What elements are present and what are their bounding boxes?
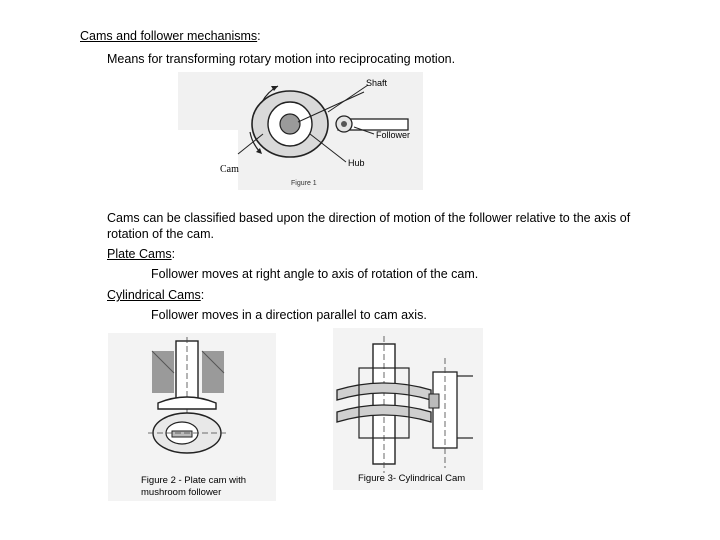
figure-2	[108, 333, 276, 501]
figure-3-caption: Figure 3- Cylindrical Cam	[358, 473, 466, 484]
section-heading	[80, 28, 261, 44]
label-hub: Hub	[348, 158, 365, 168]
plate-cams-description: Follower moves at right angle to axis of rotation of the cam.	[151, 267, 479, 281]
figure-2-caption-line1: Figure 2 - Plate cam with	[141, 475, 247, 486]
label-cam: Cam	[220, 164, 239, 175]
heading-colon: :	[257, 29, 261, 43]
cylindrical-cams-heading	[107, 287, 204, 303]
figure-2-caption-line2: mushroom follower	[141, 487, 222, 498]
plate-cams-colon: :	[171, 247, 176, 261]
figure-1	[178, 72, 423, 190]
plate-cams-label: Plate Cams	[107, 247, 172, 261]
figure-3	[333, 328, 483, 490]
definition-text: Means for transforming rotary motion into reciprocating motion.	[107, 52, 456, 66]
heading-label: Cams and follower mechanisms	[80, 29, 258, 43]
label-follower: Follower	[376, 130, 411, 140]
cam-disc	[252, 91, 328, 157]
label-shaft: Shaft	[366, 78, 388, 88]
plate-cams-heading	[107, 246, 175, 262]
cylindrical-cams-colon: :	[200, 288, 205, 302]
cylindrical-cams-label: Cylindrical Cams	[107, 288, 201, 302]
classification-text: Cams can be classified based upon the direction of motion of the follower relative to the axis of rotation of the cam.	[107, 211, 631, 241]
cylindrical-cams-description: Follower moves in a direction parallel to cam axis.	[151, 308, 427, 322]
figure-1-caption: Figure 1	[291, 180, 317, 187]
